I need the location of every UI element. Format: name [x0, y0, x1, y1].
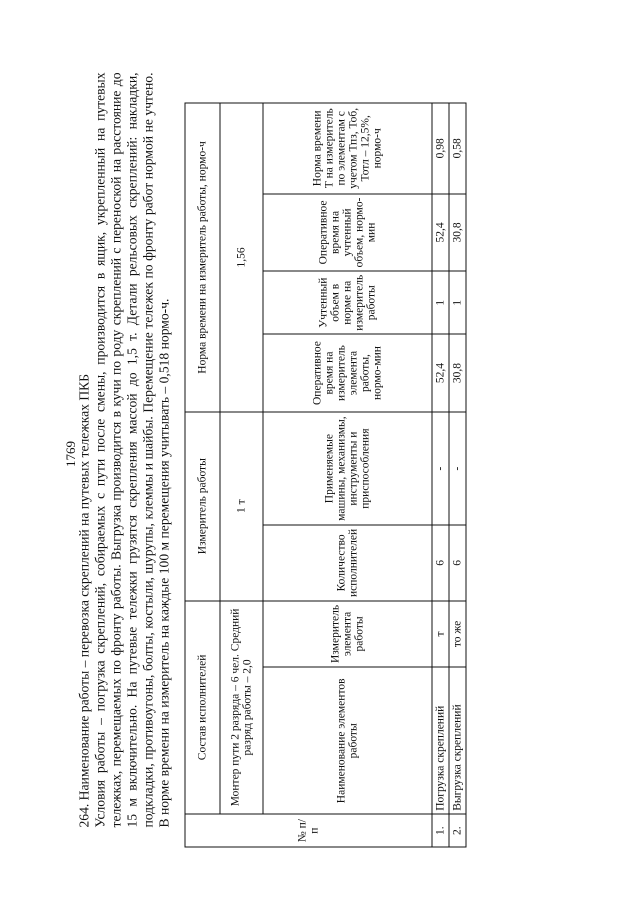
row-op-time: 52,4: [432, 334, 449, 412]
section-title: 264. Наименование работы – перевозка скреплений на путевых тележках ПКБ: [76, 373, 92, 828]
row-name: Выгрузка скреплений: [449, 667, 466, 814]
row-norm: 0,58: [449, 103, 466, 194]
norm-table: [185, 103, 467, 848]
row-workers: 6: [449, 525, 466, 600]
work-conditions: Условия работы – погрузка скреплений, собираемых с пути после смены, производится в ящик, укрепленный на путевых тележках, перемещаемых по фронту работы. Выгрузка производится в кучи по роду скреплений с переноской на расстояние до 15 м включительно. На путевые тележки грузятся скрепления массой до 1,5 т. Детали рельсовых скреплений: накладки, подкладки, противоугоны, болты, костыли, шурупы, клеммы и шайбы. Перемещение тележек по фронту работ нормой не учтено. В норме времени на измеритель на каждые 100 м перемещения учитывать – 0,518 нормо-ч.: [92, 72, 172, 828]
header-element-name: Наименование элементов работы: [263, 667, 432, 814]
header-norm-element: Норма времени Т на измеритель по элементам с учетом Тпз, Тоб, Тотл – 12,5%, нормо-ч: [263, 103, 432, 194]
header-machines: Применяемые машины, механизмы, инструменты и приспособления: [263, 412, 432, 525]
unit-value: 1 т: [220, 412, 263, 601]
row-num: 2.: [449, 814, 466, 847]
rotated-sheet: [63, 53, 623, 848]
row-volume: 1: [432, 271, 449, 334]
row-unit: т: [432, 601, 449, 668]
row-num: 1.: [432, 814, 449, 847]
row-op-time: 30,8: [449, 334, 466, 412]
row-volume: 1: [449, 271, 466, 334]
header-op-time-volume: Оперативное время на учтенный объем, нормо-мин: [263, 194, 432, 272]
row-workers: 6: [432, 525, 449, 600]
row-op-time-vol: 52,4: [432, 194, 449, 272]
header-volume: Учтенный объем в норме на измеритель работы: [263, 271, 432, 334]
header-staff: Состав исполнителей: [185, 601, 220, 815]
header-unit: Измеритель работы: [185, 412, 220, 601]
row-unit: то же: [449, 601, 466, 668]
row-norm: 0,98: [432, 103, 449, 194]
header-op-time-element: Оперативное время на измеритель элемента работы, нормо-мин: [263, 334, 432, 412]
norm-value: 1,56: [220, 103, 263, 412]
header-element-unit: Измеритель элемента работы: [263, 601, 432, 668]
page-number: 1769: [63, 441, 78, 467]
row-op-time-vol: 30,8: [449, 194, 466, 272]
row-machines: -: [432, 412, 449, 525]
header-norm-time: Норма времени на измеритель работы, нормо-ч: [185, 103, 220, 412]
staff-value: Монтер пути 2 разряда – 6 чел. Средний разряд работы – 2,0: [220, 601, 263, 815]
intro-text: [77, 73, 173, 828]
table-row: [449, 103, 466, 847]
header-num: № п/п: [185, 814, 432, 847]
row-machines: -: [449, 412, 466, 525]
row-name: Погрузка скреплений: [432, 667, 449, 814]
table-row: [432, 103, 449, 847]
header-workers-count: Количество исполнителей: [263, 525, 432, 600]
